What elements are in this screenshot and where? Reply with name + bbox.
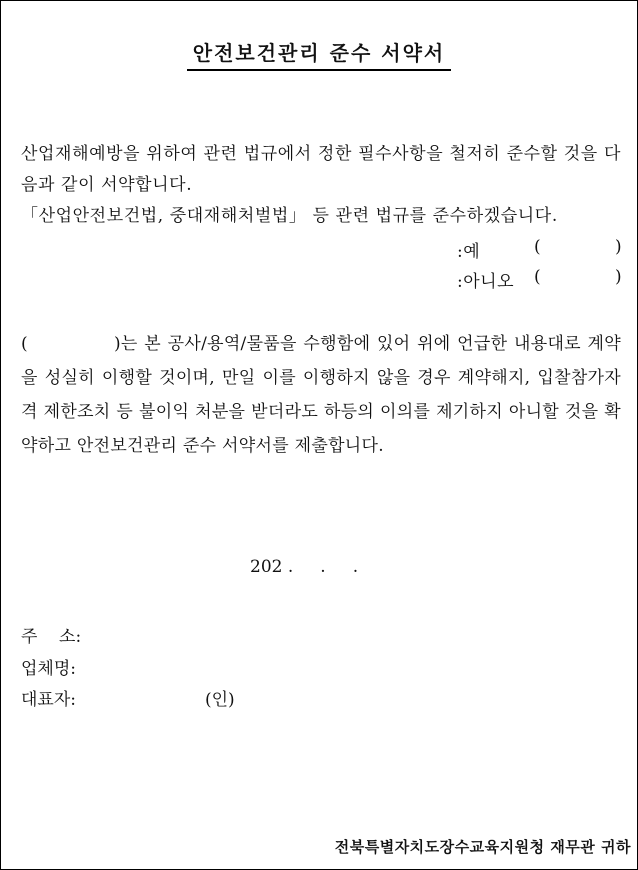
company-name-paren-open: ( — [21, 334, 28, 354]
pledge-paragraph — [21, 327, 621, 463]
option-yes-paren-close: ) — [615, 237, 623, 257]
option-yes-label: :예 — [457, 242, 481, 262]
option-no-paren-close: ) — [615, 267, 623, 287]
option-yes — [457, 237, 480, 262]
option-yes-paren-open: ( — [534, 237, 542, 257]
representative-label: 대표자: — [21, 690, 76, 710]
intro-paragraph-2: 「산업안전보건법, 중대재해처벌법」 등 관련 법규를 준수하겠습니다. — [21, 206, 558, 226]
document-title: 안전보건관리 준수 서약서 — [187, 37, 451, 71]
option-no — [457, 267, 514, 292]
option-no-label: :아니오 — [457, 272, 514, 292]
intro-text — [21, 139, 621, 232]
date-line: 202 . . . — [250, 557, 359, 577]
seal-mark: (인) — [205, 690, 235, 710]
recipient-line: 전북특별자치도장수교육지원청 재무관 귀하 — [334, 838, 631, 856]
document-title-wrap — [1, 37, 637, 71]
intro-paragraph-1: 산업재해예방을 위하여 관련 법규에서 정한 필수사항을 철저히 준수할 것을 다음과 같이 서약합니다. — [21, 144, 621, 195]
option-no-paren-open: ( — [534, 267, 542, 287]
company-label: 업체명: — [21, 659, 76, 679]
pledge-text: )는 본 공사/용역/물품을 수행함에 있어 위에 언급한 내용대로 계약을 성실히 이행할 것이며, 만일 이를 이행하지 않을 경우 계약해지, 입찰참가자격 제한조치 등 불이익 처분을 받더라도 하등의 이의를 제기하지 아니할 것을 확약하고 안전보건관리 준수 서약서를 제출합니다. — [21, 334, 621, 456]
address-label: 주 소: — [21, 627, 82, 647]
